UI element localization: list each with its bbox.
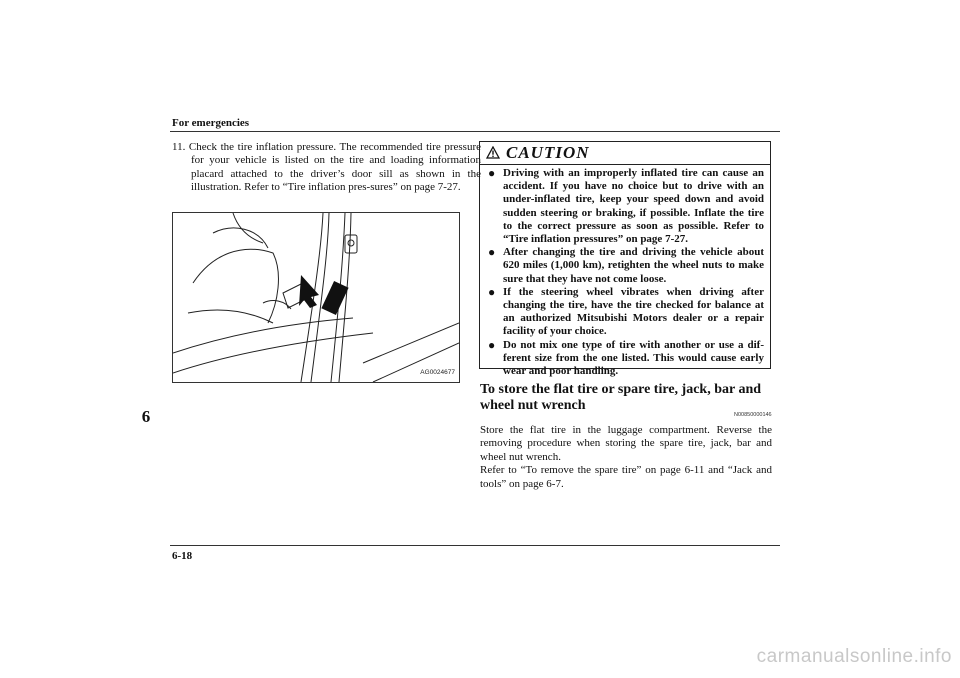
caution-item-text: Do not mix one type of tire with another or use a dif-ferent size from the one listed. This would cause early wear and poor handling.	[503, 338, 764, 378]
caution-item	[488, 246, 764, 286]
section-paragraph: Store the flat tire in the luggage compartment. Reverse the removing procedure when storing the spare tire, jack, bar and wheel nut wrench.	[480, 424, 772, 463]
section-body	[480, 424, 772, 491]
caution-box	[479, 141, 771, 378]
caution-header	[480, 142, 770, 165]
watermark-text: carmanualsonline.info	[756, 646, 952, 667]
section-ref-code: N00850000146	[734, 412, 772, 418]
bullet-icon: ●	[488, 166, 496, 180]
bullet-icon: ●	[488, 245, 496, 260]
chapter-tab: 6	[141, 407, 151, 426]
caution-item-text: If the steering wheel vibrates when driving after changing the tire, have the tire checked for balance at an authorized Mitsubishi Motors dealer or a repair facility of your choice.	[503, 285, 764, 338]
running-header: For emergencies	[172, 117, 250, 129]
footer-divider	[170, 545, 780, 546]
door-sill-drawing	[173, 213, 459, 382]
bullet-icon: ●	[488, 284, 496, 299]
header-divider	[170, 131, 780, 132]
page-number: 6-18	[172, 550, 193, 562]
warning-triangle-icon	[486, 146, 500, 159]
caution-title: CAUTION	[506, 143, 590, 162]
caution-list	[480, 165, 770, 378]
bullet-icon: ●	[488, 337, 496, 352]
caution-item-text: Driving with an improperly inflated tire can cause an accident. If you have no choice but to drive with an under-inflated tire, keep your speed down and avoid sudden steering or braking, if possible. Inflate the tire to the correct pressure as soon as possible. Refer to “Tire inflation pressures” on page 7-27.	[503, 167, 764, 246]
door-sill-illustration	[172, 212, 460, 383]
caution-item	[488, 167, 764, 246]
section-heading: To store the flat tire or spare tire, jack, bar and wheel nut wrench	[480, 382, 762, 413]
caution-item-text: After changing the tire and driving the vehicle about 620 miles (1,000 km), retighten the wheel nuts to make sure that they have not come loose.	[503, 246, 764, 285]
section-paragraph: Refer to “To remove the spare tire” on page 6-11 and “Jack and tools” on page 6-7.	[480, 464, 772, 490]
figure-code: AG0024677	[420, 369, 455, 376]
caution-item	[488, 286, 764, 339]
step-11-text: 11. Check the tire inflation pressure. The recommended tire pressure for your vehicle is listed on the tire and loading information placard attached to the driver’s door sill as shown in the illustration. Refer to “Tire inflation pres-sures” on page 7-27.	[172, 141, 481, 194]
caution-item	[488, 339, 764, 379]
